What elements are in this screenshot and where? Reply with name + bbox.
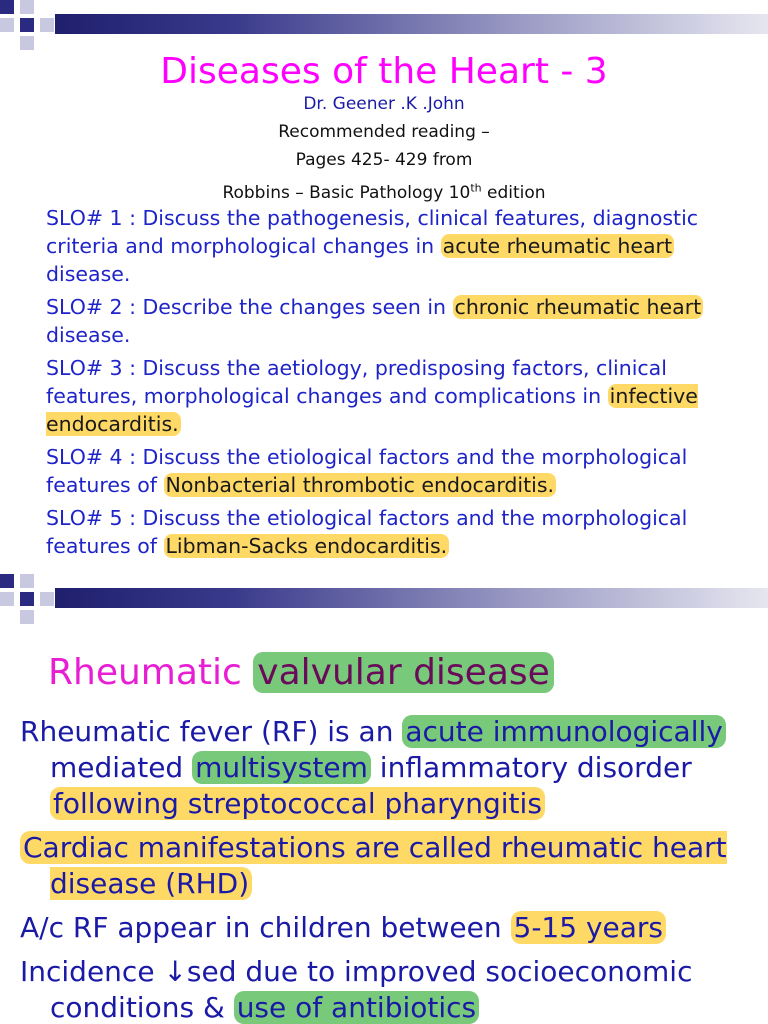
highlight: infective endocarditis. xyxy=(46,384,698,436)
slo-item: SLO# 2 : Describe the changes seen in chronic rheumatic heart disease. xyxy=(46,295,702,347)
slo-item: SLO# 5 : Discuss the etiological factors and the morphological features of Libman-Sacks endocarditis. xyxy=(46,506,688,558)
slo-item: SLO# 3 : Discuss the aetiology, predisposing factors, clinical features, morphological changes and complications in infective endocarditis. xyxy=(46,356,698,436)
slide-2 xyxy=(0,574,768,1024)
bullet-item: Rheumatic fever (RF) is an acute immunologically mediated multisystem inflammatory disorder following streptococcal pharyngitis xyxy=(20,714,760,822)
slide-heading: Rheumatic valvular disease xyxy=(48,650,554,696)
bullet-list xyxy=(20,714,760,1024)
slo-item: SLO# 1 : Discuss the pathogenesis, clinical features, diagnostic criteria and morphological changes in acute rheumatic heart disease. xyxy=(46,206,699,286)
slo-list xyxy=(46,204,746,565)
author-line xyxy=(0,90,768,118)
reading-line: Recommended reading – xyxy=(278,122,490,142)
pages-line: Pages 425- 429 from xyxy=(295,150,473,170)
highlight: Libman-Sacks endocarditis. xyxy=(165,534,448,558)
slide-header-decoration xyxy=(0,574,768,624)
highlight: acute rheumatic heart xyxy=(442,234,672,258)
slide-header-decoration xyxy=(0,0,768,50)
heading-highlight: valvular disease xyxy=(253,652,554,693)
bullet-item: Incidence ↓sed due to improved socioeconomic conditions & use of antibiotics xyxy=(20,955,693,1024)
slo-item: SLO# 4 : Discuss the etiological factors and the morphological features of Nonbacterial thrombotic endocarditis. xyxy=(46,445,688,497)
highlight: Nonbacterial thrombotic endocarditis. xyxy=(165,473,555,497)
slide-title: Diseases of the Heart - 3 xyxy=(160,51,608,92)
bullet-item: A/c RF appear in children between 5-15 years xyxy=(20,910,760,946)
book-line: Robbins – Basic Pathology 10th edition xyxy=(222,181,546,203)
highlight: chronic rheumatic heart xyxy=(454,295,702,319)
bullet-item: Cardiac manifestations are called rheumatic heart disease (RHD) xyxy=(20,830,760,902)
author: Dr. Geener .K .John xyxy=(303,94,465,114)
